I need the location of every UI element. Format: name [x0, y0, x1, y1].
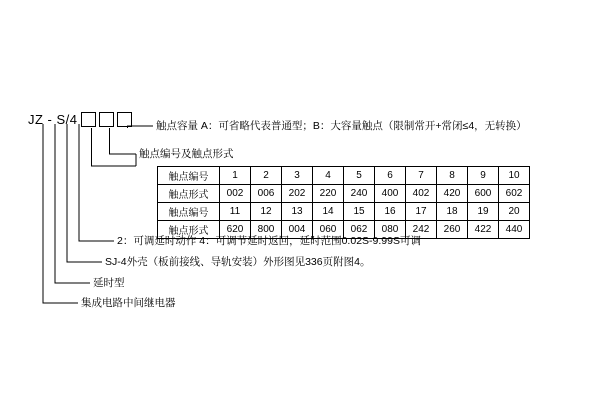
table-cell: 10: [499, 167, 530, 185]
table-cell: 16: [375, 203, 406, 221]
table-cell: 4: [313, 167, 344, 185]
table-cell: 400: [375, 185, 406, 203]
note-type: 延时型: [93, 277, 125, 289]
table-cell: 14: [313, 203, 344, 221]
note-shell: SJ-4外壳（板前接线、导轨安装）外形图见336页附图4。: [105, 256, 371, 268]
contact-table: [157, 166, 530, 239]
table-cell: 18: [437, 203, 468, 221]
table-cell: 602: [499, 185, 530, 203]
model-code-prefix: JZ - S/4: [28, 112, 78, 127]
table-cell: 7: [406, 167, 437, 185]
table-cell: 600: [468, 185, 499, 203]
table-cell: 9: [468, 167, 499, 185]
table-cell: 440: [499, 221, 530, 239]
table-cell: 006: [251, 185, 282, 203]
table-cell: 422: [468, 221, 499, 239]
table-cell: 242: [406, 221, 437, 239]
note-delay-range: 2：可调延时动作 4：可调节延时返回，延时范围0.02S-9.99S可调: [117, 235, 421, 247]
table-cell: 060: [313, 221, 344, 239]
table-cell: 220: [313, 185, 344, 203]
table-cell: 12: [251, 203, 282, 221]
table-cell: 202: [282, 185, 313, 203]
table-cell: 004: [282, 221, 313, 239]
table-cell: 20: [499, 203, 530, 221]
table-cell: 002: [220, 185, 251, 203]
table-cell: 240: [344, 185, 375, 203]
table-cell: 080: [375, 221, 406, 239]
table-cell: 260: [437, 221, 468, 239]
table-row: [158, 203, 530, 221]
table-cell: 8: [437, 167, 468, 185]
note-contact-number-form: 触点编号及触点形式: [139, 148, 234, 160]
row-header: 触点编号: [158, 167, 220, 185]
table-row: [158, 167, 530, 185]
table-cell: 2: [251, 167, 282, 185]
table-cell: 6: [375, 167, 406, 185]
table-cell: 402: [406, 185, 437, 203]
table-cell: 17: [406, 203, 437, 221]
table-cell: 1: [220, 167, 251, 185]
table-cell: 15: [344, 203, 375, 221]
table-cell: 800: [251, 221, 282, 239]
table-cell: 13: [282, 203, 313, 221]
table-row: [158, 221, 530, 239]
table-cell: 620: [220, 221, 251, 239]
row-header: 触点编号: [158, 203, 220, 221]
table-cell: 11: [220, 203, 251, 221]
note-relay: 集成电路中间继电器: [81, 297, 176, 309]
table-cell: 062: [344, 221, 375, 239]
row-header: 触点形式: [158, 221, 220, 239]
table-cell: 19: [468, 203, 499, 221]
table-cell: 420: [437, 185, 468, 203]
note-contact-capacity: 触点容量 A：可省略代表普通型；B：大容量触点（限制常开+常闭≤4，无转换）: [156, 120, 527, 132]
table-row: [158, 185, 530, 203]
table-cell: 3: [282, 167, 313, 185]
row-header: 触点形式: [158, 185, 220, 203]
table-cell: 5: [344, 167, 375, 185]
